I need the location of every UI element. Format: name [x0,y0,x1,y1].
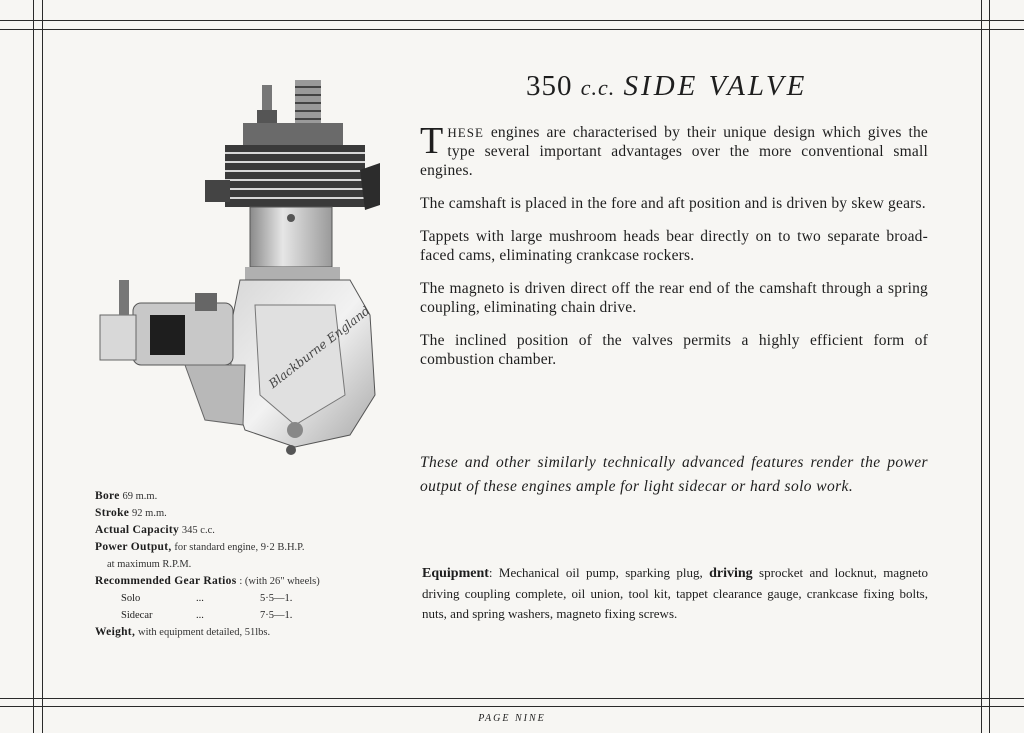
equipment-text-b: sprocket and locknut, magneto driving coupling complete, oil union, tool kit, tappet clearance gauge, crankcase fixing bolts, nuts, and spring washers, magneto fixing screws. [422,565,928,621]
gear-row-solo: Solo ... 5·5—1. [121,593,293,604]
intro-caps: HESE [447,125,484,140]
specifications [95,488,395,641]
equipment-bold: driving [709,566,753,581]
spec-capacity: Actual Capacity 345 c.c. [95,524,215,536]
page-number: PAGE NINE [478,713,546,724]
spec-weight: Weight, with equipment detailed, 51lbs. [95,626,271,638]
page-title [526,70,807,103]
spec-gear: Recommended Gear Ratios : (with 26" wheels) [95,575,320,587]
spec-power: Power Output, for standard engine, 9·2 B.H.P. [95,541,305,553]
equipment-block [422,563,928,624]
spec-bore: Bore 69 m.m. [95,490,158,502]
title-unit: c.c. [580,75,616,100]
intro-paragraph [420,120,928,180]
engine-logo: Blackburne England [266,303,373,392]
paragraph-tappets: Tappets with large mushroom heads bear directly on to two separate broad-faced cams, eliminating crankcase rockers. [420,228,928,264]
spec-stroke: Stroke 92 m.m. [95,507,167,519]
equipment-text-a: : Mechanical oil pump, sparking plug, [488,565,710,580]
gear-row-sidecar: Sidecar ... 7·5—1. [121,610,293,621]
description-column [420,120,928,383]
paragraph-camshaft: The camshaft is placed in the fore and aft position and is driven by skew gears. [420,195,926,212]
dropcap: T [420,120,444,162]
summary-paragraph: These and other similarly technically advanced features render the power output of these engines ample for light sidecar or hard solo work. [420,454,928,495]
spec-power-rpm: at maximum R.P.M. [107,559,192,570]
engine-illustration [95,75,385,460]
paragraph-magneto: The magneto is driven direct off the rear end of the camshaft through a spring coupling, eliminating chain drive. [420,280,928,316]
paragraph-valves: The inclined position of the valves permits a highly efficient form of combustion chamber. [420,332,928,368]
title-name: SIDE VALVE [623,70,808,102]
title-size: 350 [526,70,573,102]
equipment-label: Equipment [422,566,489,581]
intro-text: engines are characterised by their unique design which gives the type several important advantages over the more conventional small engines. [420,124,928,179]
